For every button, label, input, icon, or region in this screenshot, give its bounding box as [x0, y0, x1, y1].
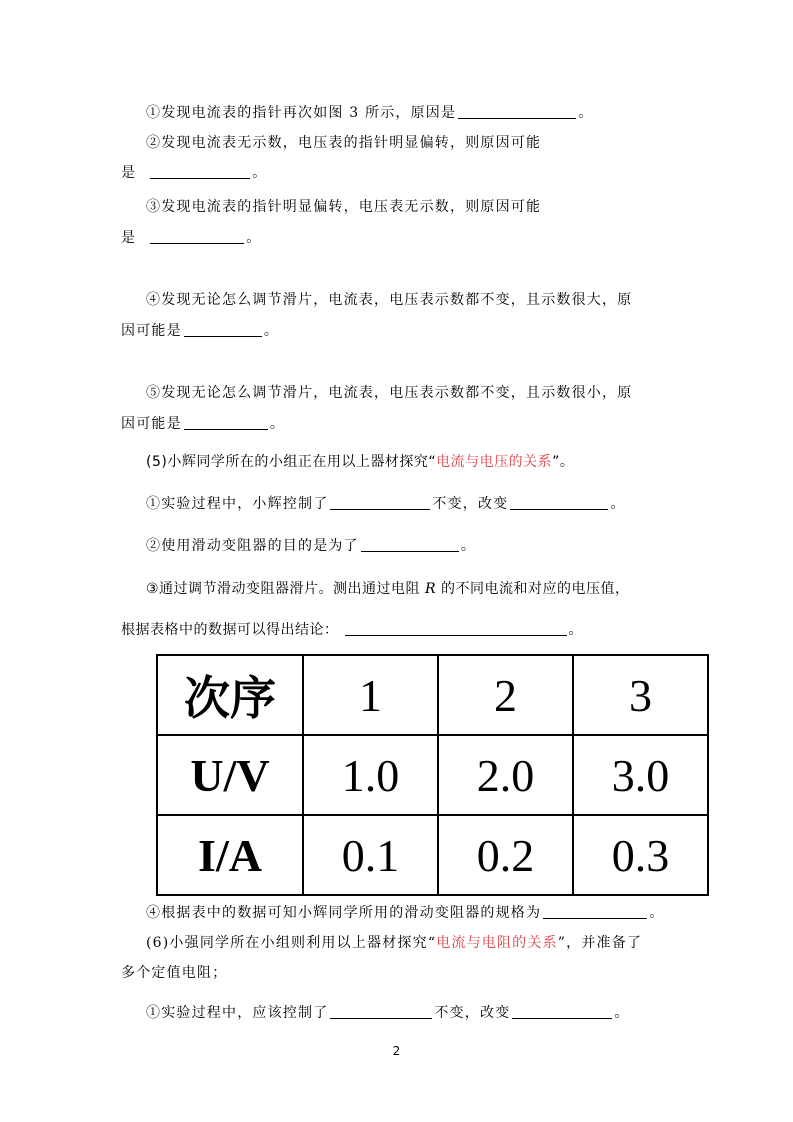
answer-blank-4[interactable] [184, 322, 262, 337]
question-5-line-2 [121, 415, 285, 433]
section-6-topic: 电流与电阻的关系 [436, 935, 558, 951]
question-3-line-2 [121, 229, 261, 247]
question-4-text: ④发现无论怎么调节滑片，电流表，电压表示数都不变，且示数很大，原 [146, 292, 633, 308]
section-5-question-3-line-2 [121, 621, 583, 639]
answer-blank-11[interactable] [330, 1004, 432, 1019]
section-5-topic: 电流与电压的关系 [436, 454, 553, 470]
resistor-variable: R [425, 581, 437, 597]
section-5-q1-text: ①实验过程中，小辉控制了 [146, 496, 329, 512]
table-cell: 3 [573, 655, 708, 735]
section-5-q3-end: 。 [568, 622, 583, 638]
section-6-line-2-text: 多个定值电阻； [121, 965, 228, 981]
section-6-question-1 [146, 1004, 630, 1022]
page-number: 2 [392, 1044, 401, 1058]
question-5-end: 。 [269, 416, 286, 432]
section-5-post: ”。 [552, 454, 575, 470]
section-5-q4-end: 。 [649, 905, 665, 921]
question-1-text: ①发现电流表的指针再次如图 3 所示，原因是 [146, 105, 457, 121]
section-5-pre: (5)小辉同学所在的小组正在用以上器材探究“ [146, 454, 437, 470]
section-5-q2-end: 。 [460, 538, 476, 554]
answer-blank-10[interactable] [543, 904, 647, 919]
section-6-post: ”，并准备了 [557, 935, 643, 951]
question-5-prefix: 因可能是 [121, 416, 182, 432]
section-5-q1-mid: 不变，改变 [432, 496, 509, 512]
question-3-prefix: 是 [121, 230, 137, 246]
data-table [156, 654, 709, 896]
question-2-text: ②发现电流表无示数，电压表的指针明显偏转，则原因可能 [146, 135, 542, 151]
question-4-end: 。 [263, 323, 280, 339]
section-5-q2-text: ②使用滑动变阻器的目的是为了 [146, 538, 359, 554]
table-cell: 2 [438, 655, 573, 735]
table-cell: 0.3 [573, 815, 708, 895]
answer-blank-3[interactable] [150, 229, 244, 244]
question-5-text: ⑤发现无论怎么调节滑片，电流表，电压表示数都不变，且示数很小，原 [146, 385, 633, 401]
answer-blank-2[interactable] [150, 164, 250, 179]
question-2-line-2 [121, 164, 267, 182]
section-5-q4-text: ④根据表中的数据可知小辉同学所用的滑动变阻器的规格为 [146, 905, 542, 921]
question-1 [146, 104, 593, 122]
section-5-q3-text-2: 的不同电流和对应的电压值， [441, 581, 630, 597]
section-6-heading-line-2 [121, 964, 227, 982]
question-2-line-1 [146, 134, 541, 152]
section-6-heading-line-1 [146, 934, 642, 952]
question-1-end: 。 [578, 105, 594, 121]
question-2-end: 。 [252, 165, 268, 181]
answer-blank-12[interactable] [512, 1004, 612, 1019]
question-4-prefix: 因可能是 [121, 323, 182, 339]
section-6-q1-mid: 不变，改变 [434, 1005, 511, 1021]
question-3-text: ③发现电流表的指针明显偏转，电压表无示数，则原因可能 [146, 199, 542, 215]
question-3-end: 。 [246, 230, 262, 246]
table-row [157, 735, 708, 815]
table-cell: 0.2 [438, 815, 573, 895]
table-cell: 1 [303, 655, 438, 735]
section-5-q3-conclusion-label: 根据表格中的数据可以得出结论： [121, 622, 339, 638]
table-header-cell: 次序 [157, 655, 303, 735]
section-5-question-4 [146, 904, 664, 922]
question-2-prefix: 是 [121, 165, 137, 181]
answer-blank-8[interactable] [361, 537, 459, 552]
table-row [157, 655, 708, 735]
question-4-line-2 [121, 322, 279, 340]
section-5-q1-end: 。 [610, 496, 625, 512]
table-cell: 3.0 [573, 735, 708, 815]
section-6-q1-text: ①实验过程中，应该控制了 [146, 1005, 329, 1021]
section-5-question-2 [146, 537, 475, 555]
table-cell: 1.0 [303, 735, 438, 815]
table-header-cell: I/A [157, 815, 303, 895]
table-cell: 2.0 [438, 735, 573, 815]
section-6-q1-end: 。 [614, 1005, 630, 1021]
answer-blank-1[interactable] [458, 104, 576, 119]
table-cell: 0.1 [303, 815, 438, 895]
answer-blank-9[interactable] [345, 621, 567, 636]
answer-blank-6[interactable] [330, 495, 430, 510]
answer-blank-7[interactable] [510, 495, 608, 510]
section-5-question-3-line-1 [146, 580, 630, 598]
answer-blank-5[interactable] [184, 415, 268, 430]
table-row [157, 815, 708, 895]
table-header-cell: U/V [157, 735, 303, 815]
section-5-heading [146, 453, 574, 471]
section-5-question-1 [146, 495, 625, 513]
section-5-q3-text: ③通过调节滑动变阻器滑片。测出通过电阻 [146, 581, 421, 597]
question-5-line-1 [146, 384, 632, 402]
question-4-line-1 [146, 291, 632, 309]
question-3-line-1 [146, 198, 541, 216]
section-6-pre: (6)小强同学所在小组则利用以上器材探究“ [146, 935, 437, 951]
